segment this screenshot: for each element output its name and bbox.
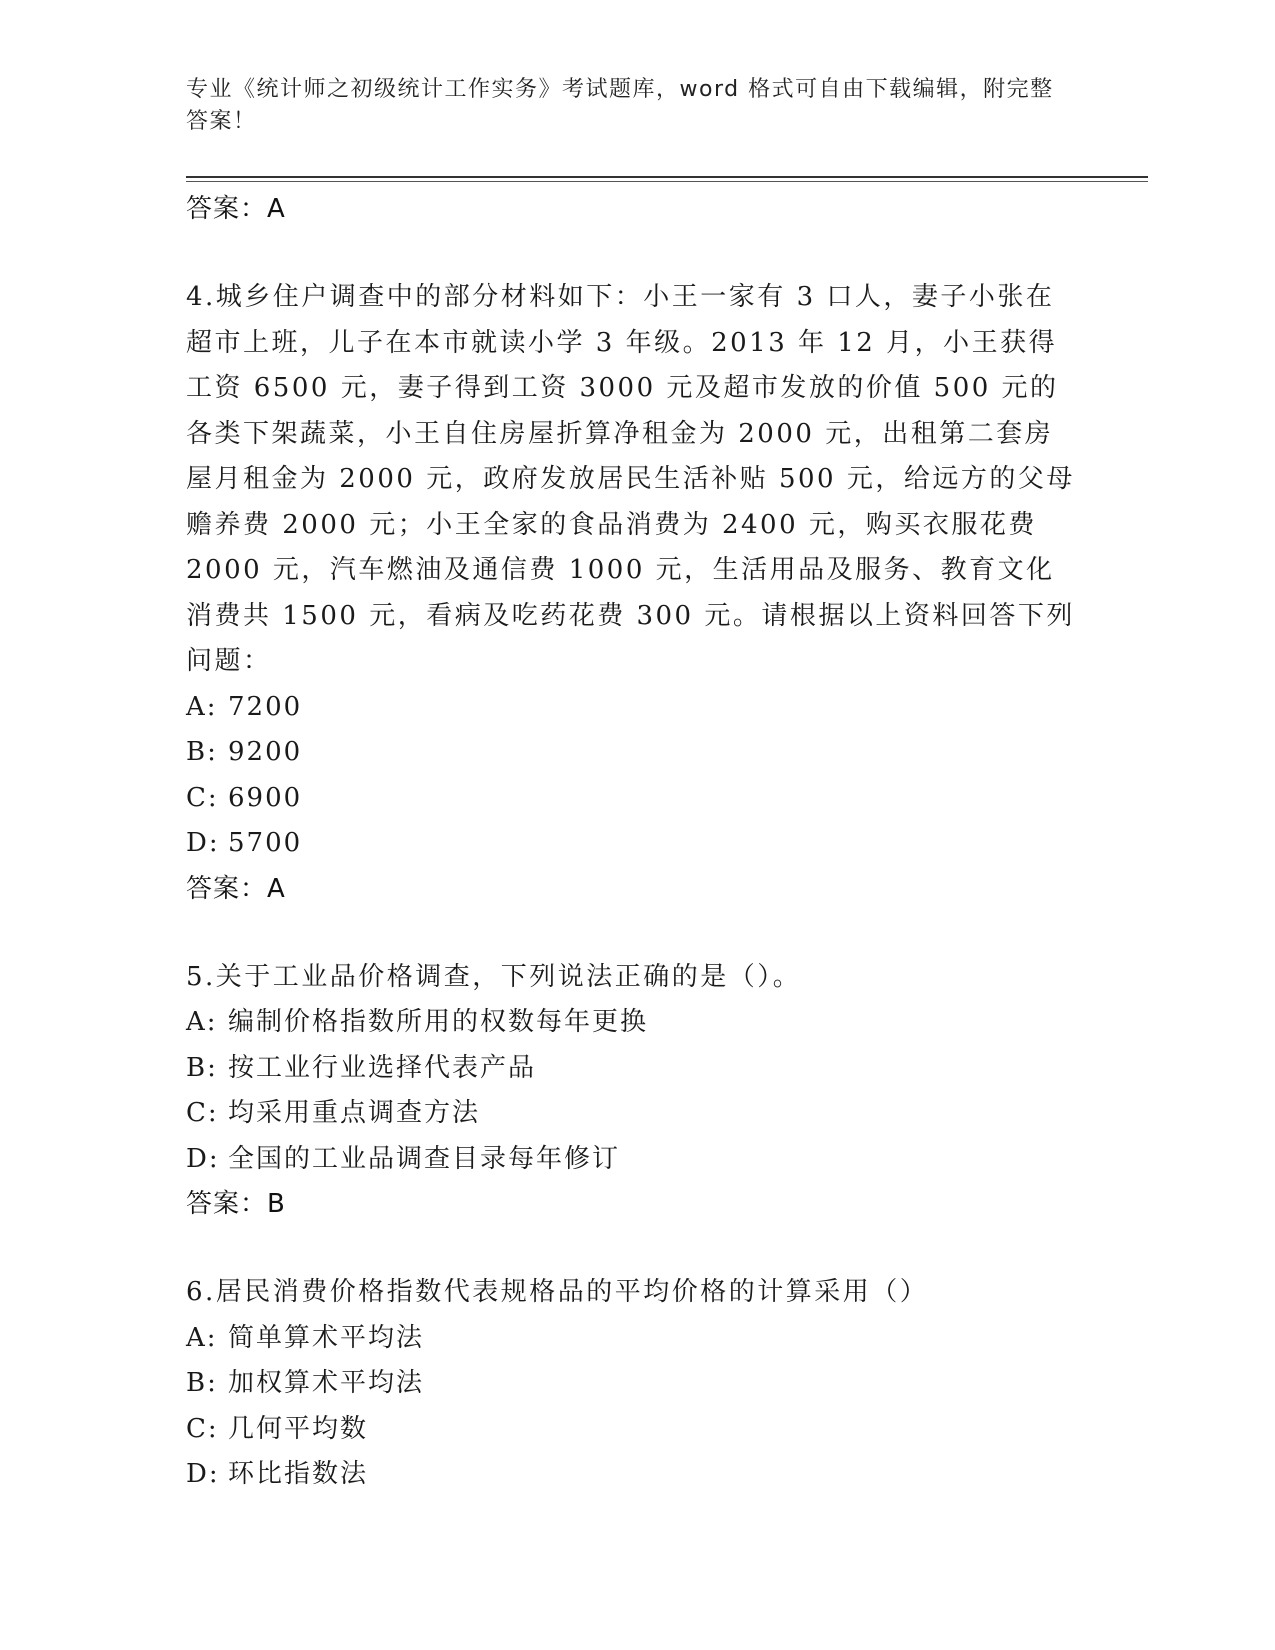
spacer [186,1226,1076,1270]
option-letter: D: [186,1143,220,1174]
option-text: 6900 [228,782,303,813]
option-text: 9200 [228,737,303,767]
answer-line: 答案：B [186,1189,286,1219]
question-block [186,275,1076,911]
option-text: 简单算术平均法 [228,1322,425,1353]
option-letter: B: [186,737,218,767]
option-c [186,1091,1076,1137]
option-letter: C: [186,1413,219,1444]
option-c [186,776,1076,822]
option-text: 环比指数法 [228,1459,369,1489]
answer-line: 答案：A [186,194,286,224]
option-letter: B: [186,1052,218,1083]
option-text: 均采用重点调查方法 [228,1098,481,1128]
page-header: 专业《统计师之初级统计工作实务》考试题库，word 格式可自由下载编辑，附完整答案！ [186,77,1054,134]
question-stem: 4.城乡住户调查中的部分材料如下：小王一家有 3 口人，妻子小张在超市上班，儿子在本市就读小学 3 年级。2013 年 12 月，小王获得工资 6500 元，妻子得到工资 3000 元及超市发放的价值 500 元的各类下架蔬菜，小王自住房屋折算净租金为 2000 元，出租第二套房屋月租金为 2000 元，政府发放居民生活补贴 500 元，给远方的父母赡养费 2000 元；小王全家的食品消费为 2400 元，购买衣服花费 2000 元，汽车燃油及通信费 1000 元，生活用品及服务、教育文化消费共 1500 元，看病及吃药花费 300 元。请根据以上资料回答下列问题： [186,282,1075,676]
question-list [186,187,1076,1498]
spacer [186,911,1076,955]
option-letter: A: [186,691,218,722]
option-text: 7200 [228,691,303,722]
question-stem: 6.居民消费价格指数代表规格品的平均价格的计算采用（） [186,1277,929,1307]
option-c [186,1407,1076,1453]
spacer [186,231,1076,275]
option-text: 5700 [228,828,303,858]
option-letter: D: [186,1459,220,1489]
option-b [186,730,1076,776]
option-a [186,685,1076,731]
question-block [186,955,1076,1227]
option-a [186,1000,1076,1046]
option-d [186,821,1076,867]
option-letter: D: [186,828,220,858]
option-text: 加权算术平均法 [228,1368,425,1398]
question-block [186,1270,1076,1498]
question-stem: 5.关于工业品价格调查，下列说法正确的是（）。 [186,961,802,992]
option-letter: A: [186,1007,218,1037]
option-b [186,1046,1076,1092]
option-text: 全国的工业品调查目录每年修订 [228,1143,621,1174]
option-a [186,1316,1076,1362]
option-letter: C: [186,1098,219,1128]
option-text: 几何平均数 [228,1413,369,1444]
option-b [186,1361,1076,1407]
answer-line: 答案：A [186,873,286,904]
header-rule-thick [186,176,1148,178]
option-text: 编制价格指数所用的权数每年更换 [228,1007,649,1037]
option-letter: B: [186,1368,218,1398]
option-letter: C: [186,782,219,813]
option-letter: A: [186,1322,218,1353]
option-text: 按工业行业选择代表产品 [228,1052,537,1083]
option-d [186,1137,1076,1183]
header-rule-thin [186,181,1148,182]
option-d [186,1452,1076,1498]
